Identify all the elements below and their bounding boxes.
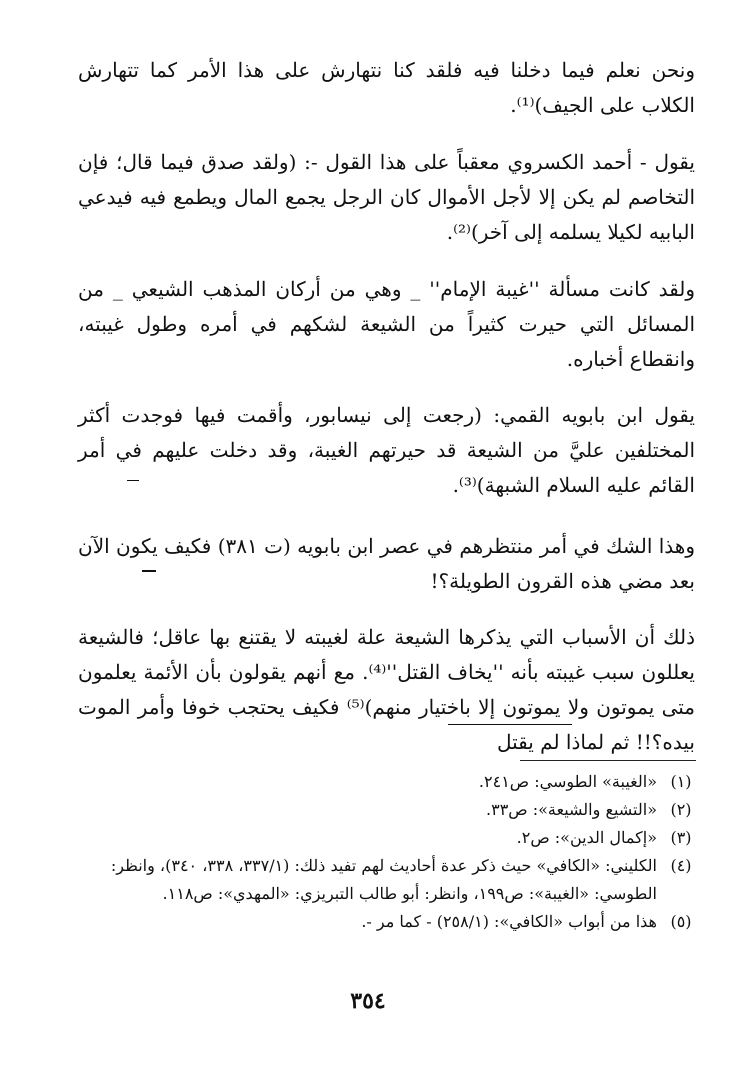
footnote-2 bbox=[80, 796, 695, 824]
footnotes bbox=[80, 768, 695, 936]
page-number: ٣٥٤ bbox=[350, 988, 386, 1014]
footnote-number: (٤) bbox=[670, 856, 692, 875]
footnote-number: (٣) bbox=[670, 828, 692, 847]
footnote-number: (٥) bbox=[670, 912, 692, 931]
paragraph-6: ذلك أن الأسباب التي يذكرها الشيعة علة لغيبته لا يقتنع بها عاقل؛ فالشيعة يعللون سبب غيبته بأنه ''يخاف القتل''⁽⁴⁾. مع أنهم يقولون بأن الأئمة يعلمون متى يموتون ولا يموتون إلا باختيار منهم)⁽⁵⁾ فكيف يحتجب خوفا وأمر الموت بيده؟!! ثم لماذا لم يقتل bbox=[78, 625, 695, 754]
footnote-text: «التشيع والشيعة»: ص٣٣. bbox=[486, 800, 657, 819]
footnote-5 bbox=[80, 908, 695, 936]
footnote-text: «إكمال الدين»: ص٢. bbox=[516, 828, 657, 847]
paragraph-4: يقول ابن بابويه القمي: (رجعت إلى نيسابور، وأقمت فيها فوجدت أكثر المختلفين عليَّ من الشيعة قد حيرتهم الغيبة، وقد دخلت عليهم في أمر القائم عليه السلام الشبهة)⁽³⁾. bbox=[78, 403, 695, 497]
handwritten-mark bbox=[142, 570, 156, 572]
handwritten-tick-mark bbox=[127, 480, 139, 481]
footnote-number: (١) bbox=[670, 772, 692, 791]
footnote-1 bbox=[80, 768, 695, 796]
footnote-text: هذا من أبواب «الكافي»: (٢٥٨/١) - كما مر -. bbox=[361, 912, 657, 931]
footnote-number: (٢) bbox=[670, 800, 692, 819]
footnote-4 bbox=[80, 852, 695, 908]
footnote-3 bbox=[80, 824, 695, 852]
paragraph-3: ولقد كانت مسألة ''غيبة الإمام'' _ وهي من أركان المذهب الشيعي _ من المسائل التي حيرت كثيراً من الشيعة لشكهم في أمره وطول غيبته، وانقطاع أخباره. bbox=[78, 277, 695, 371]
footnote-divider bbox=[520, 760, 696, 761]
paragraph-2: يقول - أحمد الكسروي معقباً على هذا القول -: (ولقد صدق فيما قال؛ فإن التخاصم لم يكن إلا لأجل الأموال كان الرجل يجمع المال ويطمع فيه فيدعي البابيه لكيلا يسلمه إلى آخر)⁽²⁾. bbox=[78, 150, 695, 244]
footnote-text: «الغيبة» الطوسي: ص٢٤١. bbox=[478, 772, 657, 791]
paragraph-5: وهذا الشك في أمر منتظرهم في عصر ابن بابويه (ت ٣٨١) فكيف يكون الآن بعد مضي هذه القرون الطويلة؟! bbox=[78, 534, 696, 593]
paragraph-1: ونحن نعلم فيما دخلنا فيه فلقد كنا نتهارش على هذا الأمر كما تتهارش الكلاب على الجيف)⁽¹⁾. bbox=[78, 58, 695, 117]
handwritten-underline bbox=[448, 724, 572, 725]
footnote-text: الكليني: «الكافي» حيث ذكر عدة أحاديث لهم تفيد ذلك: (٣٣٧/١، ٣٣٨، ٣٤٠)، وانظر: الطوسي: «الغيبة»: ص١٩٩، وانظر: أبو طالب التبريزي: «المهدي»: ص١١٨. bbox=[110, 856, 657, 903]
